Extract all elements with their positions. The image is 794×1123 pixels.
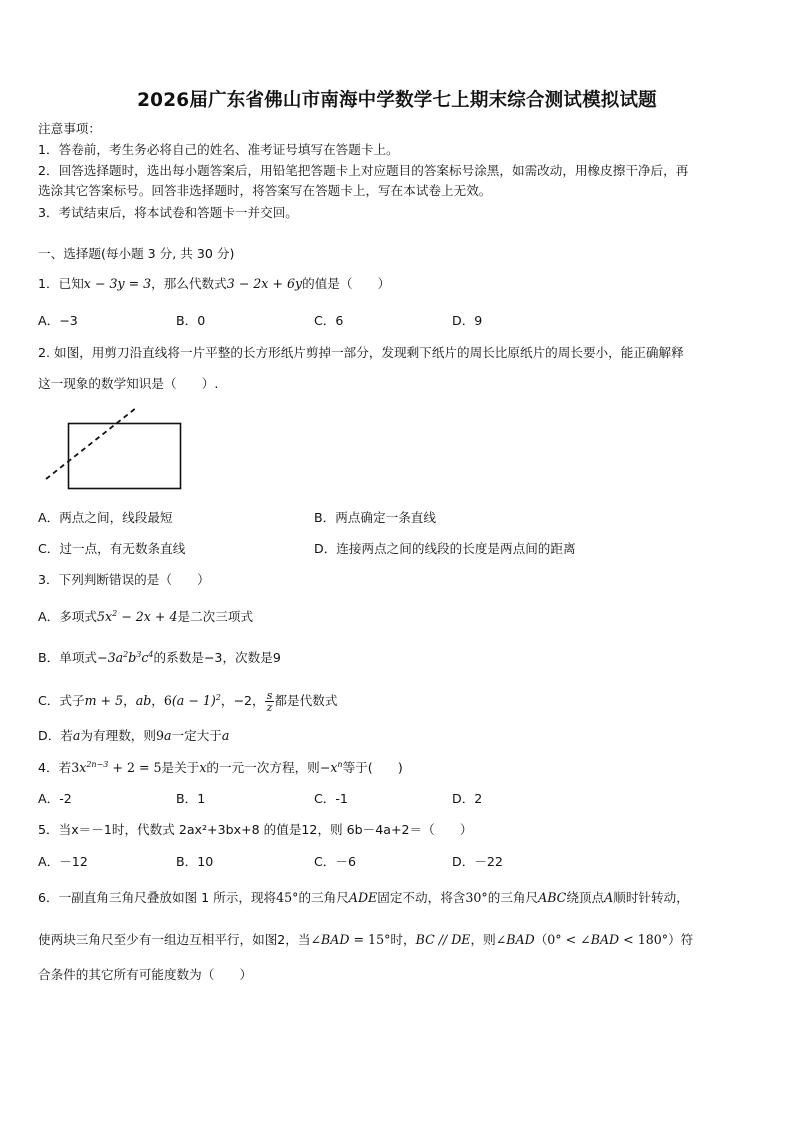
q2-line-2: 这一现象的数学知识是（ ）. — [38, 376, 219, 391]
q3-d-prefix: D．若 — [38, 728, 73, 743]
q2-option-c: C．过一点，有无数条直线 — [38, 541, 186, 556]
question-4: 4．若$3x^{2n-3} + 2 = 5$是关于x的一元一次方程，则$-x^n$等于( ) — [38, 759, 403, 775]
q3-b-suffix: 的系数是−3，次数是9 — [153, 650, 281, 665]
q6-l2-e: ）符 — [668, 932, 694, 947]
q4-option-c: C．-1 — [314, 791, 348, 806]
q3-b-prefix: B．单项式 — [38, 650, 98, 665]
q4-suffix: 等于( ) — [342, 760, 403, 775]
q4-mid: 是关于 — [161, 760, 200, 775]
q1-equation: x − 3y = 3 — [83, 276, 152, 291]
q4-option-a: A．-2 — [38, 791, 72, 806]
q1-tail: 的值是（ ） — [302, 276, 391, 291]
q4-prefix: 4．若 — [38, 760, 72, 775]
q1-option-c: C．6 — [314, 313, 344, 328]
q1-option-b: B．0 — [176, 313, 206, 328]
q5-stem: 5．当x＝－1时，代数式 2ax²+3bx+8 的值是12，则 6b－4a+2＝（ ） — [38, 822, 473, 837]
q6-line-1: 6．一副直角三角尺叠放如图 1 所示，现将45°的三角尺ADE固定不动，将含30°的三角尺ABC绕顶点A顺时针转动， — [38, 890, 689, 905]
q5-option-d: D．－22 — [452, 854, 503, 869]
q3-a-polynomial: $5x^2 - 2x + 4$ — [97, 608, 178, 624]
q3-d-mid: 为有理数，则 — [80, 728, 156, 743]
q6-l2-a: 使两块三角尺至少有一组边互相平行，如图2，当 — [38, 932, 311, 947]
q6-l1-f: 顺时针转动， — [613, 890, 689, 905]
q2-option-d: D．连接两点之间的线段的长度是两点间的距离 — [314, 541, 576, 556]
q3-stem: 3．下列判断错误的是（ ） — [38, 572, 210, 587]
q6-l1-c: 固定不动，将含 — [377, 890, 466, 905]
paper-rectangle — [69, 424, 181, 489]
q1-option-d: D．9 — [452, 313, 483, 328]
cut-line — [46, 408, 136, 479]
q6-line-2: 使两块三角尺至少有一组边互相平行，如图2，当∠BAD = 15°时，BC // DE，则∠BAD（0° < ∠BAD < 180°）符 — [38, 932, 694, 947]
notice-line-1: 1．答卷前，考生务必将自己的姓名、准考证号填写在答题卡上。 — [38, 142, 399, 157]
q3-a-prefix: A．多项式 — [38, 609, 97, 624]
q1-option-a: A．−3 — [38, 313, 78, 328]
q6-l1-a: 6．一副直角三角尺叠放如图 1 所示，现将 — [38, 890, 277, 905]
q6-l1-b: 的三角尺 — [298, 890, 349, 905]
q4-mid2: 的一元一次方程，则 — [206, 760, 320, 775]
notice-heading: 注意事项： — [38, 121, 101, 136]
q6-l2-d: （ — [534, 932, 548, 947]
q5-option-a: A．－12 — [38, 854, 88, 869]
q1-number: 1．已知 — [38, 276, 84, 291]
q3-option-a — [38, 609, 253, 625]
q3-option-b — [38, 650, 281, 666]
question-1 — [38, 276, 390, 292]
q3-option-d: D．若a为有理数，则9a一定大于a — [38, 728, 230, 743]
q3-c-expressions: m + 5 — [84, 693, 124, 708]
q3-b-monomial: $-3a^2b^3c^4$ — [97, 649, 154, 665]
q1-expression: 3 − 2x + 6y — [226, 276, 303, 291]
q4-option-d: D．2 — [452, 791, 483, 806]
q2-option-b: B．两点确定一条直线 — [314, 510, 436, 525]
q6-l1-e: 绕顶点 — [566, 890, 605, 905]
q5-option-c: C．－6 — [314, 854, 356, 869]
q5-option-b: B．10 — [176, 854, 214, 869]
section-heading: 一、选择题(每小题 3 分, 共 30 分) — [38, 246, 235, 261]
q3-option-c: C．式子m + 5，ab，$6(a - 1)^2$，−2， $\frac{s}{z}$ 都是代数式 — [38, 689, 338, 714]
q6-line-3: 合条件的其它所有可能度数为（ ） — [38, 967, 253, 982]
q3-a-suffix: 是二次三项式 — [177, 609, 254, 624]
q2-option-a: A．两点之间，线段最短 — [38, 510, 173, 525]
notice-line-3: 3．考试结束后，将本试卷和答题卡一并交回。 — [38, 205, 298, 220]
q2-rectangle-figure — [40, 405, 190, 490]
page-title: 2026届广东省佛山市南海中学数学七上期末综合测试模拟试题 — [137, 90, 657, 111]
q6-l2-b: 时， — [390, 932, 416, 947]
q1-mid: ，那么代数式 — [151, 276, 227, 291]
q4-option-b: B．1 — [176, 791, 206, 806]
notice-line-2: 2．回答选择题时，选出每小题答案后，用铅笔把答题卡上对应题目的答案标号涂黑，如需改动，用橡皮擦干净后，再 — [38, 163, 689, 178]
q3-c-suffix: 都是代数式 — [274, 693, 338, 708]
q6-l1-d: 的三角尺 — [487, 890, 539, 905]
q3-c-prefix: C．式子 — [38, 693, 85, 708]
q2-line-1: 2. 如图，用剪刀沿直线将一片平整的长方形纸片剪掉一部分，发现剩下纸片的周长比原纸片的周长要小，能正确解释 — [38, 345, 684, 360]
q6-l2-c: ，则 — [470, 932, 496, 947]
q4-equation: $3x^{2n-3} + 2 = 5$ — [71, 759, 162, 775]
q3-d-suffix: 一定大于 — [171, 728, 222, 743]
notice-line-2b: 选涂其它答案标号。回答非选择题时，将答案写在答题卡上，写在本试卷上无效。 — [38, 183, 492, 198]
